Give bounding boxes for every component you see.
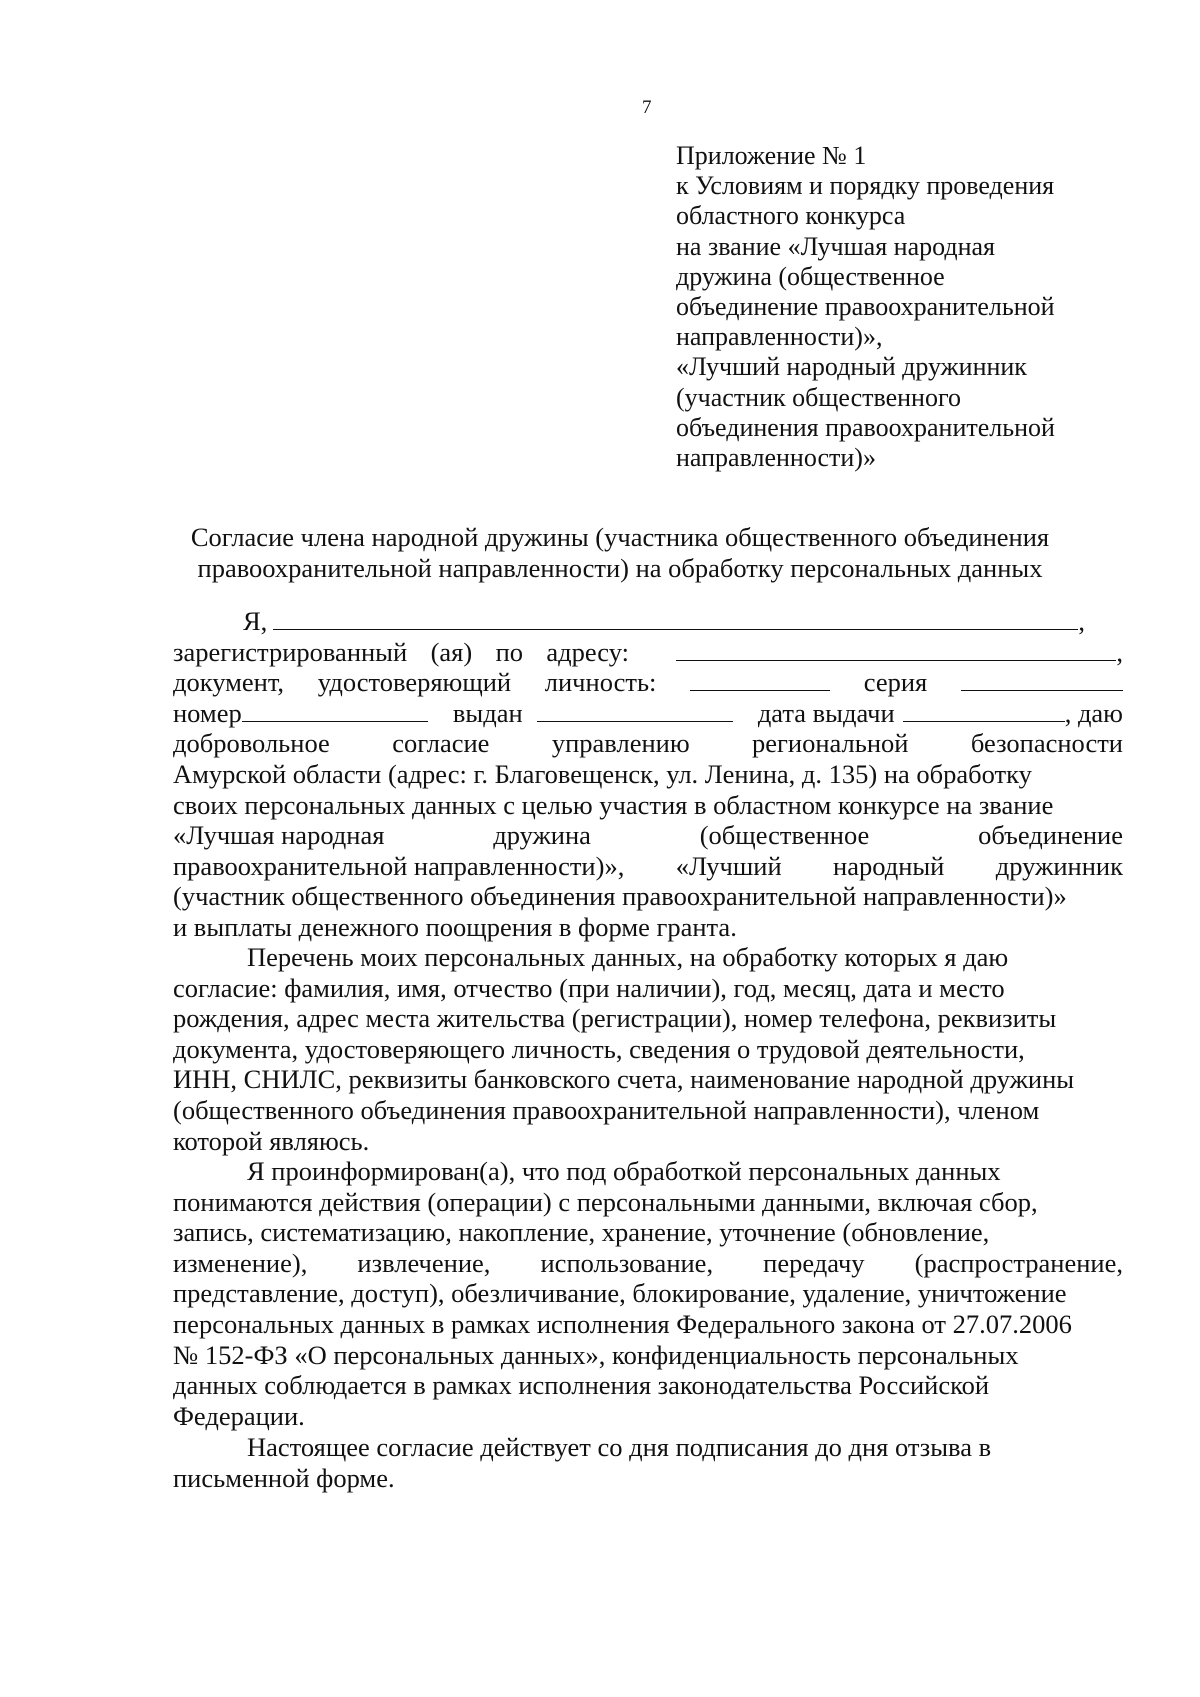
comma: , — [1116, 636, 1123, 667]
appendix-line: «Лучший народный дружинник — [676, 352, 1027, 382]
issue-date-field[interactable] — [903, 699, 1065, 722]
word: согласие — [392, 728, 490, 759]
appendix-line: на звание «Лучшая народная — [676, 231, 995, 261]
issued-by-field[interactable] — [537, 699, 733, 722]
issue-date-label: дата выдачи — [757, 697, 895, 728]
text-line: Федерации. — [173, 1400, 305, 1431]
word: по — [495, 636, 523, 667]
text-line: документа, удостоверяющего личность, сведения о трудовой деятельности, — [173, 1033, 1025, 1064]
text-line: Я проинформирован(а), что под обработкой персональных данных — [247, 1156, 1001, 1186]
issued-wrap — [453, 698, 733, 729]
text-line: № 152-ФЗ «О персональных данных», конфиденциальность персональных — [173, 1339, 1019, 1370]
word: извлечение, — [357, 1247, 491, 1278]
appendix-line: к Условиям и порядку проведения — [676, 171, 1055, 201]
appendix-line: областного конкурса — [676, 201, 906, 231]
word: региональной — [752, 728, 909, 759]
word: передачу — [763, 1247, 865, 1278]
name-line — [173, 606, 1123, 637]
full-name-field[interactable] — [273, 607, 1078, 630]
number-line — [173, 698, 1123, 729]
text-line: согласие: фамилия, имя, отчество (при наличии), год, месяц, дата и место — [173, 972, 1005, 1003]
appendix-line: объединения правоохранительной — [676, 412, 1055, 442]
word: «Лучшая народная — [173, 820, 385, 851]
title-line: правоохранительной направленности) на обработку персональных данных — [197, 553, 1043, 583]
text-line: Настоящее согласие действует со дня подписания до дня отзыва в — [247, 1432, 992, 1462]
consent-line — [173, 728, 1123, 759]
word: зарегистрированный — [173, 636, 408, 667]
give-label: , даю — [1064, 697, 1123, 728]
paragraph-4 — [173, 1432, 1123, 1493]
paragraph-1 — [173, 759, 1123, 943]
word: (распространение, — [914, 1247, 1123, 1278]
appendix-header — [676, 141, 1116, 473]
text-line: ИНН, СНИЛС, реквизиты банковского счета, наименование народной дружины — [173, 1064, 1075, 1095]
document-title — [120, 522, 1120, 584]
word: народный — [833, 850, 945, 881]
word: изменение), — [173, 1247, 308, 1278]
word: «Лучший — [675, 850, 782, 881]
word: документ, — [173, 667, 285, 698]
word: удостоверяющий — [317, 667, 512, 698]
appendix-line: направленности)», — [676, 322, 883, 352]
number-wrap — [173, 698, 428, 729]
text-line: персональных данных в рамках исполнения Федерального закона от 27.07.2006 — [173, 1308, 1072, 1339]
text-line: Амурской области (адрес: г. Благовещенск, ул. Ленина, д. 135) на обработку — [173, 759, 1032, 789]
text-line: (общественного объединения правоохранительной направленности), членом — [173, 1094, 1040, 1125]
text-line — [173, 851, 1123, 882]
word: безопасности — [970, 728, 1123, 759]
word: управлению — [551, 728, 690, 759]
title-line: Согласие члена народной дружины (участника общественного объединения — [190, 522, 1050, 552]
word: адресу: — [546, 636, 629, 667]
appendix-line: Приложение № 1 — [676, 141, 867, 170]
word: личность: — [544, 667, 657, 698]
appendix-line: дружина (общественное — [676, 261, 945, 291]
word: правоохранительной направленности)», — [173, 850, 625, 881]
text-line: данных соблюдается в рамках исполнения законодательства Российской — [173, 1370, 990, 1401]
series-field[interactable] — [961, 668, 1123, 691]
page-number: 7 — [642, 97, 652, 118]
address-field[interactable] — [676, 638, 1116, 661]
number-label: номер — [173, 697, 242, 728]
word: (ая) — [430, 636, 473, 667]
ya-label: Я, — [243, 606, 268, 636]
date-wrap — [758, 698, 1123, 729]
text-line — [173, 1248, 1123, 1279]
number-field[interactable] — [242, 699, 428, 722]
appendix-line: направленности)» — [676, 443, 876, 473]
address-field-wrap — [652, 637, 1123, 668]
text-line: (участник общественного объединения правоохранительной направленности)» — [173, 881, 1067, 912]
paragraph-2 — [173, 942, 1123, 1156]
word: (общественное — [699, 820, 870, 851]
appendix-line: (участник общественного — [676, 382, 961, 412]
appendix-line: объединение правоохранительной — [676, 292, 1055, 322]
word: использование, — [540, 1247, 714, 1278]
comma: , — [1078, 606, 1085, 636]
text-line: своих персональных данных с целью участия в областном конкурсе на звание — [173, 789, 1054, 820]
text-line: понимаются действия (операции) с персональными данными, включая сбор, — [173, 1186, 1038, 1217]
paragraph-3 — [173, 1156, 1123, 1431]
text-line: Перечень моих персональных данных, на обработку которых я даю — [247, 942, 1009, 972]
text-line: письменной форме. — [173, 1462, 395, 1493]
issued-label: выдан — [452, 697, 523, 728]
text-line: запись, систематизацию, накопление, хранение, уточнение (обновление, — [173, 1217, 990, 1248]
word: объединение — [978, 820, 1123, 851]
text-line: рождения, адрес места жительства (регистрации), номер телефона, реквизиты — [173, 1003, 1057, 1034]
word: дружина — [493, 820, 591, 851]
document-type-field[interactable] — [690, 668, 830, 691]
text-line: представление, доступ), обезличивание, блокирование, удаление, уничтожение — [173, 1278, 1067, 1309]
text-line: и выплаты денежного поощрения в форме гранта. — [173, 911, 737, 942]
word: дружинник — [995, 850, 1123, 881]
consent-form-fields — [173, 606, 1123, 759]
word: добровольное — [173, 728, 330, 759]
document-line — [173, 667, 1123, 698]
address-line — [173, 637, 1123, 668]
text-line — [173, 820, 1123, 851]
text-line: которой являюсь. — [173, 1125, 370, 1156]
series-label: серия — [863, 667, 928, 698]
